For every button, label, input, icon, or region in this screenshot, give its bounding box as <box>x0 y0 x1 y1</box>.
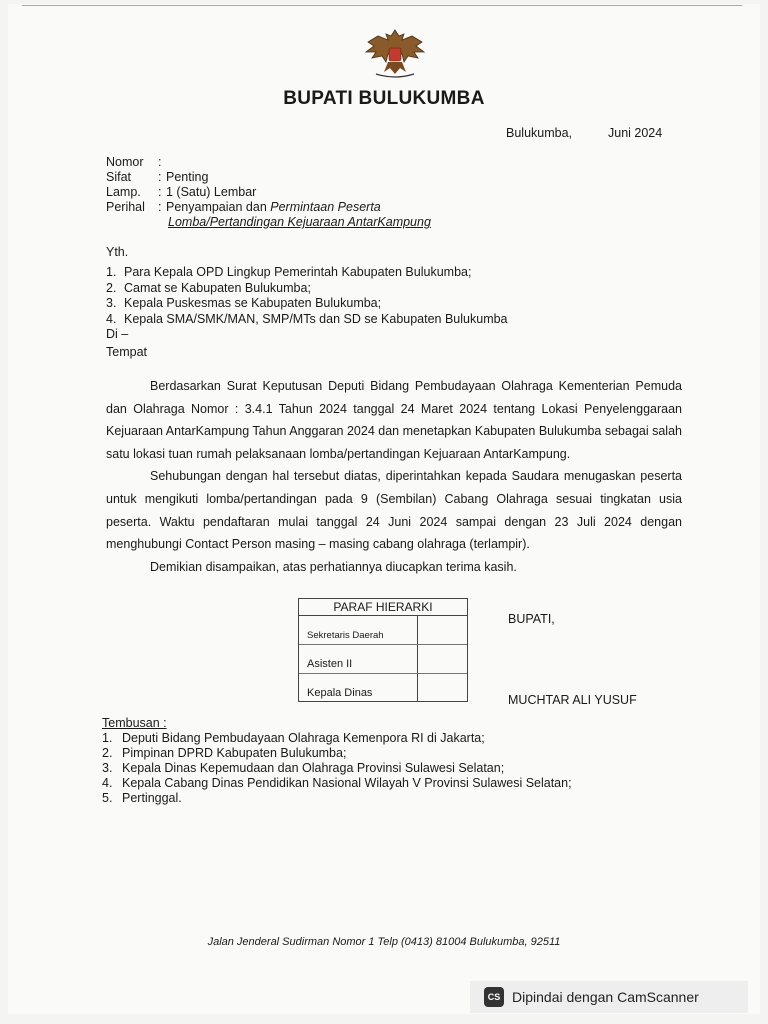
list-item: 1. Para Kepala OPD Lingkup Pemerintah Kabupaten Bulukumba; <box>106 265 472 279</box>
letterhead-title: BUPATI BULUKUMBA <box>283 88 485 109</box>
meta-label: Lamp. <box>106 185 141 199</box>
list-item: 2. Camat se Kabupaten Bulukumba; <box>106 280 311 295</box>
tembusan-heading: Tembusan : <box>102 716 167 730</box>
watermark-text: Dipindai dengan CamScanner <box>512 989 699 1005</box>
tembusan-list <box>102 716 572 806</box>
letter-meta <box>106 155 431 230</box>
meta-label: Perihal <box>106 200 145 214</box>
body-paragraph-3: Demikian disampaikan, atas perhatiannya diucapkan terima kasih. <box>150 559 517 574</box>
meta-row-sifat: Sifat : Penting <box>106 170 209 184</box>
recipient-tempat: Tempat <box>106 344 147 359</box>
paraf-hierarki-table <box>298 598 468 702</box>
date-place: Bulukumba, <box>506 126 573 140</box>
paraf-row <box>299 645 467 674</box>
perihal-line2: Lomba/Pertandingan Kejuaraan AntarKampung <box>168 215 431 229</box>
paraf-label: Asisten II <box>307 658 353 670</box>
meta-value: Penyampaian dan <box>166 200 267 214</box>
garuda-emblem-icon <box>360 26 430 82</box>
meta-row-perihal: Perihal : Penyampaian dan Permintaan Peserta <box>106 200 381 214</box>
letter-body <box>106 375 682 578</box>
perihal-italic: Permintaan Peserta <box>270 200 381 214</box>
footer-address: Jalan Jenderal Sudirman Nomor 1 Telp (0413) 81004 Bulukumba, 92511 <box>207 936 561 948</box>
meta-value: Penting <box>166 170 209 184</box>
signature-title: BUPATI, <box>508 612 555 626</box>
body-paragraph-1: Berdasarkan Surat Keputusan Deputi Bidang Pembudayaan Olahraga Kementerian Pemuda dan Olahraga Nomor : 3.4.1 Tahun 2024 tanggal 24 Maret 2024 tentang Lokasi Penyelenggaraan Kejuaraan AntarKampung Tahun Anggaran 2024 dan menetapkan Kabupaten Bulukumba sebagai salah satu lokasi tuan rumah pelaksanaan lomba/pertandingan Kejuaraan AntarKampung. <box>106 379 682 461</box>
camscanner-logo-icon: CS <box>484 987 504 1007</box>
paraf-header: PARAF HIERARKI <box>299 599 467 616</box>
meta-label: Nomor <box>106 155 144 169</box>
meta-row-nomor: Nomor : <box>106 155 162 169</box>
date-month-year: Juni 2024 <box>608 126 663 140</box>
signature-name: MUCHTAR ALI YUSUF <box>508 693 637 707</box>
paraf-row <box>299 674 467 702</box>
paraf-label: Kepala Dinas <box>307 687 373 699</box>
salutation: Yth. <box>106 245 129 259</box>
list-item: 3. Kepala Dinas Kepemudaan dan Olahraga Provinsi Sulawesi Selatan; <box>102 761 505 775</box>
paraf-row <box>299 616 467 645</box>
list-item: 2. Pimpinan DPRD Kabupaten Bulukumba; <box>102 746 347 760</box>
list-item: 5. Pertinggal. <box>102 791 182 805</box>
meta-row-lamp: Lamp. : 1 (Satu) Lembar <box>106 185 257 199</box>
body-paragraph-2: Sehubungan dengan hal tersebut diatas, diperintahkan kepada Saudara menugaskan peserta untuk mengikuti lomba/pertandingan pada 9 (Sembilan) Cabang Olahraga sesuai tingkatan usia peserta. Waktu pendaftaran mulai tanggal 24 Juni 2024 sampai dengan 23 Juli 2024 dengan menghubungi Contact Person masing – masing cabang olahraga (terlampir). <box>106 469 682 552</box>
list-item: 4. Kepala SMA/SMK/MAN, SMP/MTs dan SD se Kabupaten Bulukumba <box>106 311 508 326</box>
recipient-di: Di – <box>106 327 129 341</box>
list-item: 1. Deputi Bidang Pembudayaan Olahraga Kemenpora RI di Jakarta; <box>102 731 485 745</box>
meta-value: 1 (Satu) Lembar <box>166 185 257 199</box>
list-item: 3. Kepala Puskesmas se Kabupaten Bulukumba; <box>106 296 382 310</box>
meta-label: Sifat <box>106 170 132 184</box>
recipient-list <box>106 265 508 360</box>
top-rule <box>22 5 742 6</box>
list-item: 4. Kepala Cabang Dinas Pendidikan Nasional Wilayah V Provinsi Sulawesi Selatan; <box>102 776 572 790</box>
camscanner-watermark <box>470 981 748 1013</box>
paraf-label: Sekretaris Daerah <box>307 630 384 641</box>
